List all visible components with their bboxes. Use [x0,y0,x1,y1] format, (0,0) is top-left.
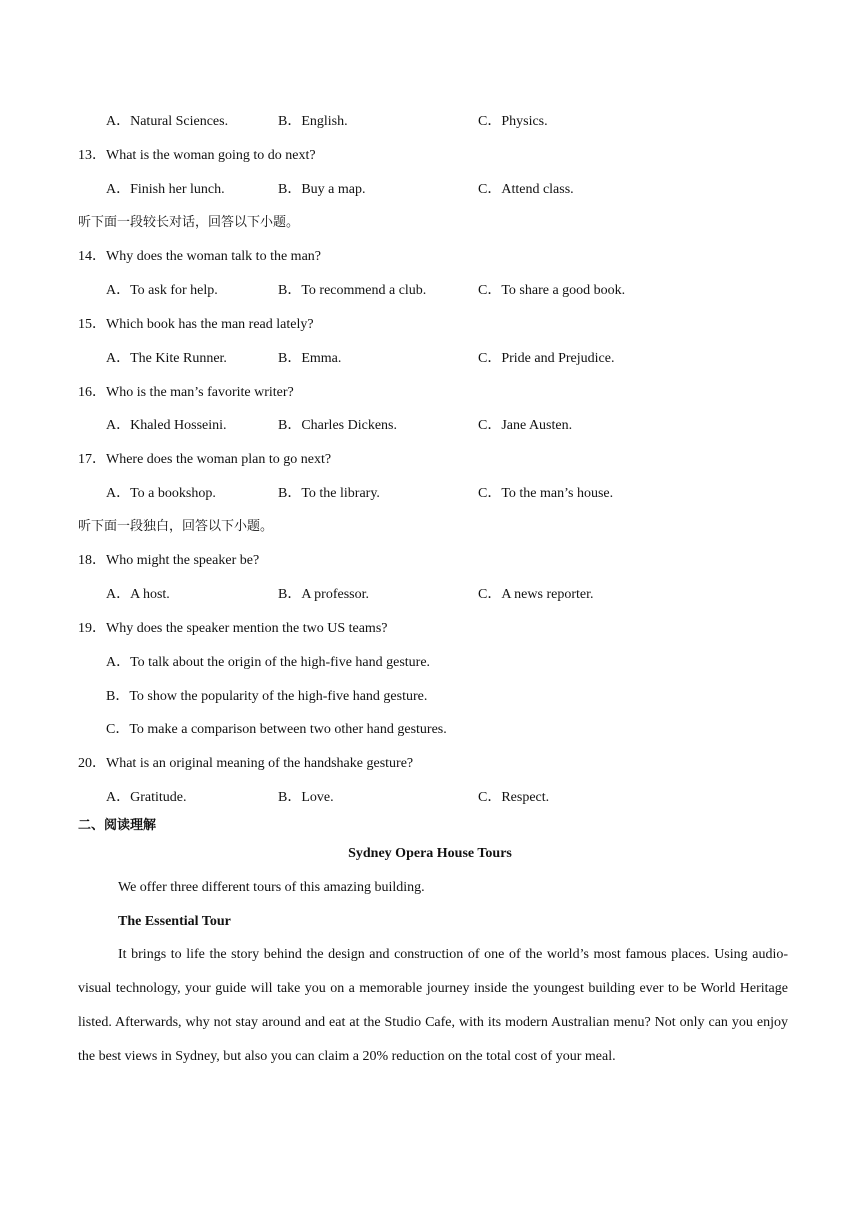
q19-option-a: A．To talk about the origin of the high-five hand gesture. [106,655,431,670]
q16-option-a: A．Khaled Hosseini. [106,418,227,433]
q15-option-a: A．The Kite Runner. [106,351,227,366]
q15-option-b: B．Emma. [278,351,342,366]
q12-option-c: C．Physics. [478,114,548,129]
q19-option-c: C．To make a comparison between two other hand gestures. [106,722,447,737]
q16-option-c: C．Jane Austen. [478,418,573,433]
tour-heading-essential: The Essential Tour [118,914,231,929]
q13-option-b: B．Buy a map. [278,182,366,197]
q16-options [0,416,860,436]
q17-stem: 17．Where does the woman plan to go next? [78,452,332,467]
q12-options [0,112,860,132]
q15-option-c: C．Pride and Prejudice. [478,351,615,366]
q15-stem: 15．Which book has the man read lately? [78,317,314,332]
instruction-monologue: 听下面一段独白，回答以下小题。 [78,519,274,534]
q16-option-b: B．Charles Dickens. [278,418,397,433]
q19-option-b: B．To show the popularity of the high-five hand gesture. [106,689,428,704]
tour-paragraph-essential: It brings to life the story behind the design and construction of one of the world’s most famous places. Using audio-visual technology, your guide will take you on a memorable journey inside the youngest building ever to be World Heritage listed. Afterwards, why not stay around and eat at the Studio Cafe, with its modern Australian menu? Not only can you enjoy the best views in Sydney, but also you can claim a 20% reduction on the total cost of your meal. [78,947,788,1064]
q20-option-a: A．Gratitude. [106,790,187,805]
q18-options [0,585,860,605]
q17-option-b: B．To the library. [278,486,380,501]
q18-option-a: A．A host. [106,587,170,602]
q13-options [0,180,860,200]
q16-stem: 16．Who is the man’s favorite writer? [78,385,294,400]
q20-option-c: C．Respect. [478,790,550,805]
q14-option-a: A．To ask for help. [106,283,218,298]
q14-options [0,281,860,301]
q13-option-c: C．Attend class. [478,182,574,197]
article-title: Sydney Opera House Tours [348,846,512,861]
q20-options [0,788,860,808]
q14-stem: 14．Why does the woman talk to the man? [78,249,321,264]
q13-option-a: A．Finish her lunch. [106,182,225,197]
q18-option-b: B．A professor. [278,587,369,602]
section-heading-reading: 二、阅读理解 [78,818,157,833]
q12-option-b: B．English. [278,114,348,129]
instruction-long-dialogue: 听下面一段较长对话，回答以下小题。 [78,215,300,230]
q17-options [0,484,860,504]
q20-option-b: B．Love. [278,790,334,805]
q14-option-b: B．To recommend a club. [278,283,427,298]
q17-option-a: A．To a bookshop. [106,486,216,501]
q14-option-c: C．To share a good book. [478,283,626,298]
article-intro: We offer three different tours of this amazing building. [118,880,425,895]
q18-stem: 18．Who might the speaker be? [78,553,260,568]
q15-options [0,349,860,369]
q18-option-c: C．A news reporter. [478,587,594,602]
q19-stem: 19．Why does the speaker mention the two US teams? [78,621,388,636]
q20-stem: 20．What is an original meaning of the handshake gesture? [78,756,414,771]
q13-stem: 13．What is the woman going to do next? [78,148,316,163]
q12-option-a: A．Natural Sciences. [106,114,229,129]
q17-option-c: C．To the man’s house. [478,486,614,501]
